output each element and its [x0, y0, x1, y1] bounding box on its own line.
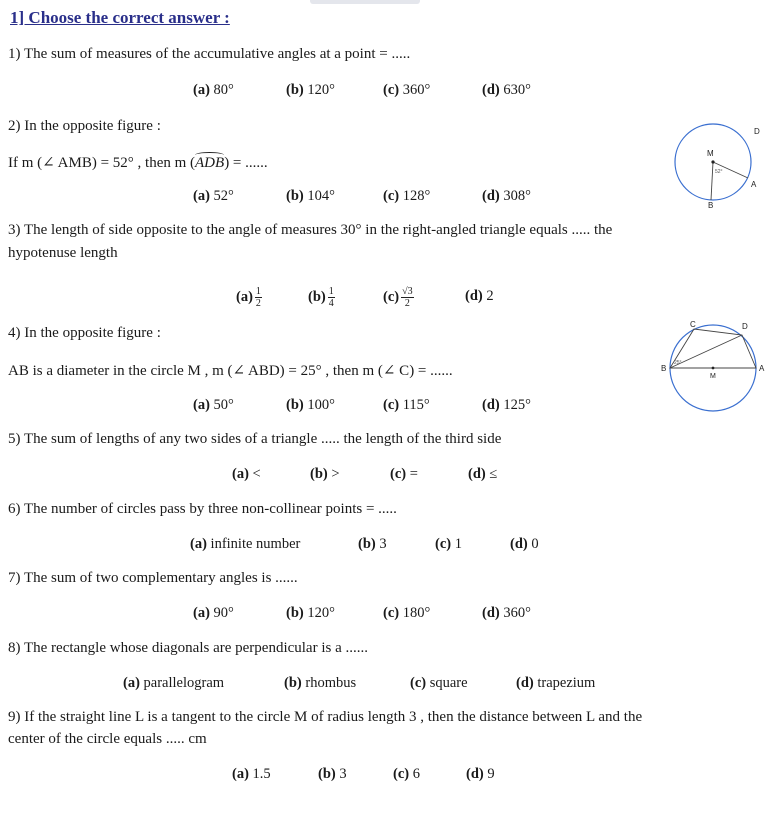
q8-option-a[interactable]	[123, 675, 224, 692]
option-value: 100°	[307, 397, 335, 413]
q7-option-c[interactable]	[383, 605, 430, 622]
option-label: (c)	[390, 466, 407, 482]
q4-option-c[interactable]	[383, 397, 430, 414]
option-value: square	[429, 675, 468, 691]
option-label: (b)	[284, 675, 302, 691]
angle-label: 52°	[715, 169, 723, 175]
fraction	[401, 286, 414, 309]
q3-option-d[interactable]	[465, 288, 494, 305]
option-label: (c)	[435, 536, 452, 552]
option-label: (c)	[393, 766, 410, 782]
question-9-line-1: 9) If the straight line L is a tangent to the circle M of radius length 3 , then the distance between L and the	[8, 709, 643, 725]
option-label: (d)	[482, 188, 500, 204]
option-value: >	[331, 466, 340, 482]
option-label: (a)	[232, 466, 249, 482]
label-c: C	[690, 320, 696, 329]
option-value: 630°	[503, 82, 531, 98]
q5-option-a[interactable]	[232, 466, 261, 483]
option-value: 1	[454, 536, 462, 552]
option-value: 125°	[503, 397, 531, 413]
option-label: (a)	[193, 188, 210, 204]
fraction	[328, 286, 335, 309]
question-4-statement: AB is a diameter in the circle M , m (∠ ABD) = 25° , then m (∠ C) = ......	[8, 363, 453, 379]
label-m: M	[710, 373, 716, 380]
option-value: 3	[379, 536, 387, 552]
q4-circle-figure	[660, 318, 772, 414]
numerator: √3	[402, 286, 413, 297]
question-3-line-1: 3) The length of side opposite to the angle of measures 30° in the right-angled triangle equals ..... the	[8, 222, 613, 238]
numerator: 1	[255, 286, 261, 297]
q6-option-c[interactable]	[435, 536, 462, 553]
q3-option-a[interactable]	[236, 286, 262, 309]
option-value: 180°	[402, 605, 431, 621]
option-label: (a)	[193, 605, 210, 621]
top-edge-shade	[310, 0, 420, 4]
q2-circle-figure	[665, 112, 775, 212]
q4-option-d[interactable]	[482, 397, 531, 414]
option-label: (b)	[286, 82, 304, 98]
q2-text-before: If m (∠ AMB) = 52° , then m (	[8, 155, 196, 171]
option-value: 3	[339, 766, 347, 782]
option-value: trapezium	[537, 675, 596, 691]
option-value: infinite number	[210, 536, 301, 552]
option-label: (d)	[516, 675, 534, 691]
option-label: (a)	[232, 766, 249, 782]
center-point	[712, 367, 715, 370]
option-label: (c)	[383, 188, 400, 204]
option-label: (a)	[236, 288, 253, 305]
option-label: (d)	[468, 466, 486, 482]
option-label: (b)	[308, 288, 326, 305]
q8-option-d[interactable]	[516, 675, 595, 692]
question-9-line-2: center of the circle equals ..... cm	[8, 731, 207, 747]
option-label: (c)	[383, 82, 400, 98]
q1-option-c[interactable]	[383, 82, 430, 99]
question-3-line-2: hypotenuse length	[8, 245, 118, 261]
option-label: (b)	[286, 188, 304, 204]
q4-option-b[interactable]	[286, 397, 335, 414]
q2-option-c[interactable]	[383, 188, 430, 205]
denominator: 2	[255, 298, 261, 309]
q2-option-b[interactable]	[286, 188, 335, 205]
option-value: 1.5	[252, 766, 271, 782]
option-label: (b)	[310, 466, 328, 482]
q9-option-d[interactable]	[466, 766, 495, 783]
option-value: 360°	[503, 605, 531, 621]
denominator: 2	[404, 298, 410, 309]
label-b: B	[708, 201, 714, 210]
option-value: 9	[487, 766, 495, 782]
question-2: 2) In the opposite figure :	[8, 118, 161, 134]
q7-option-b[interactable]	[286, 605, 335, 622]
question-1: 1) The sum of measures of the accumulative angles at a point = .....	[8, 46, 411, 62]
option-label: (b)	[358, 536, 376, 552]
angle-label: 25°	[674, 360, 682, 366]
label-m: M	[707, 149, 714, 158]
q6-option-d[interactable]	[510, 536, 539, 553]
option-label: (d)	[482, 82, 500, 98]
option-value: parallelogram	[143, 675, 225, 691]
q5-option-b[interactable]	[310, 466, 340, 483]
arc-adb: ADB	[195, 155, 225, 171]
option-value: 115°	[402, 397, 430, 413]
label-a: A	[751, 180, 757, 189]
option-value: 120°	[307, 605, 335, 621]
option-value: 128°	[402, 188, 431, 204]
q3-option-c[interactable]	[383, 286, 414, 309]
option-value: 308°	[503, 188, 531, 204]
question-2-statement	[8, 153, 268, 172]
q1-option-b[interactable]	[286, 82, 335, 99]
option-value: rhombus	[305, 675, 357, 691]
option-value: =	[409, 466, 418, 482]
q7-option-a[interactable]	[193, 605, 234, 622]
question-8: 8) The rectangle whose diagonals are perpendicular is a ......	[8, 640, 368, 656]
question-5: 5) The sum of lengths of any two sides of a triangle ..... the length of the third side	[8, 431, 502, 447]
option-label: (b)	[286, 397, 304, 413]
option-label: (d)	[482, 605, 500, 621]
fraction	[255, 286, 262, 309]
option-label: (c)	[383, 288, 400, 305]
option-label: (a)	[123, 675, 140, 691]
option-label: (b)	[318, 766, 336, 782]
option-value: 0	[531, 536, 539, 552]
label-a: A	[759, 364, 765, 373]
q8-option-c[interactable]	[410, 675, 468, 692]
option-value: 6	[412, 766, 420, 782]
q8-option-b[interactable]	[284, 675, 356, 692]
q4-option-a[interactable]	[193, 397, 234, 414]
option-value: ≤	[489, 466, 498, 482]
q5-option-d[interactable]	[468, 466, 497, 483]
q9-option-b[interactable]	[318, 766, 347, 783]
option-label: (a)	[193, 82, 210, 98]
option-value: 80°	[213, 82, 234, 98]
center-point	[711, 160, 714, 163]
option-value: 104°	[307, 188, 335, 204]
option-label: (c)	[383, 397, 400, 413]
q5-option-c[interactable]	[390, 466, 418, 483]
option-value: 52°	[213, 188, 234, 204]
option-value: 50°	[213, 397, 234, 413]
option-value: 2	[486, 288, 494, 304]
numerator: 1	[328, 286, 334, 297]
label-d: D	[742, 322, 748, 331]
option-label: (d)	[482, 397, 500, 413]
option-label: (b)	[286, 605, 304, 621]
option-value: <	[252, 466, 261, 482]
radius-mb	[711, 162, 713, 200]
label-b: B	[661, 364, 667, 373]
q9-option-c[interactable]	[393, 766, 420, 783]
option-label: (a)	[193, 397, 210, 413]
option-label: (a)	[190, 536, 207, 552]
question-4: 4) In the opposite figure :	[8, 325, 161, 341]
denominator: 4	[328, 298, 334, 309]
option-value: 360°	[402, 82, 431, 98]
question-7: 7) The sum of two complementary angles is ......	[8, 570, 298, 586]
option-label: (c)	[383, 605, 400, 621]
q2-option-a[interactable]	[193, 188, 234, 205]
section-heading: 1] Choose the correct answer :	[10, 8, 230, 27]
q6-option-b[interactable]	[358, 536, 387, 553]
q2-text-after: ) = ......	[224, 155, 268, 171]
option-value: 90°	[213, 605, 234, 621]
question-6: 6) The number of circles pass by three non-collinear points = .....	[8, 501, 397, 517]
q1-option-d[interactable]	[482, 82, 531, 99]
label-d: D	[754, 127, 760, 136]
q6-option-a[interactable]	[190, 536, 300, 553]
option-label: (d)	[466, 766, 484, 782]
option-label: (c)	[410, 675, 427, 691]
q3-option-b[interactable]	[308, 286, 335, 309]
q9-option-a[interactable]	[232, 766, 271, 783]
option-label: (d)	[510, 536, 528, 552]
q1-option-a[interactable]	[193, 82, 234, 99]
q2-option-d[interactable]	[482, 188, 531, 205]
q7-option-d[interactable]	[482, 605, 531, 622]
option-value: 120°	[307, 82, 335, 98]
option-label: (d)	[465, 288, 483, 304]
